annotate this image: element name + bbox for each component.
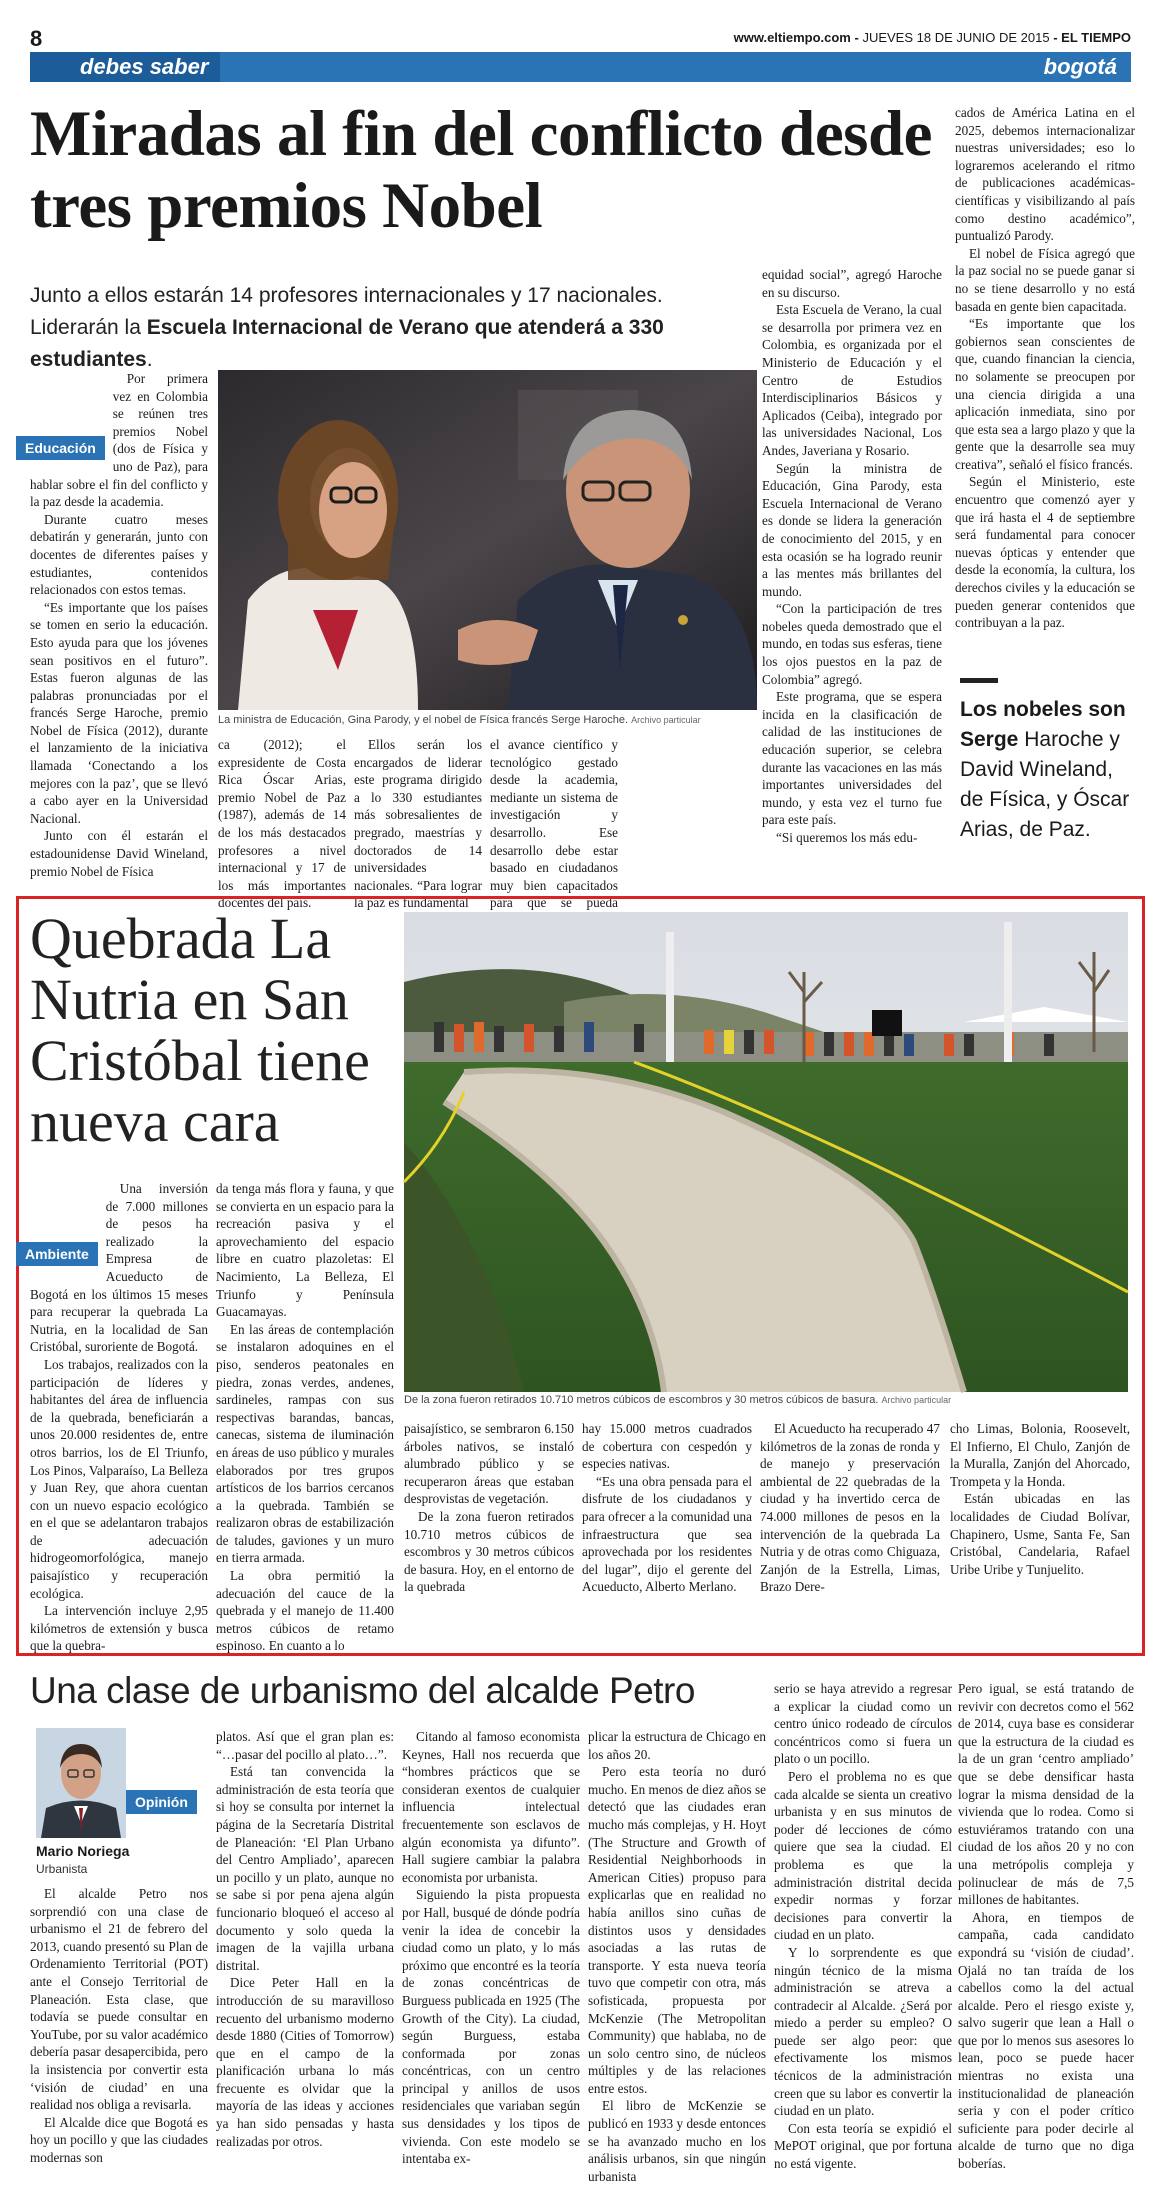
paragraph: El nobel de Física agregó que la paz social no se puede ganar si no se tiene desarrollo y no está basada en gente bien capacitada. <box>955 245 1135 314</box>
article2-col4 <box>582 1420 752 1645</box>
paragraph: El Acueducto ha recuperado 47 kilómetros de la zonas de ronda y de manejo y preservación ambiental de 22 quebradas de la ciudad y ha invertido cerca de 74.000 millones de pesos en la intervención de la quebrada La Nutria y de otras como Chiguaza, Zanjón de la Estrella, Limas, Brazo Dere- <box>760 1421 940 1595</box>
ministra-nobel-photo <box>218 370 757 710</box>
paragraph: Pero el problema no es que cada alcalde se sienta un creativo urbanista y en sus minutos de poder dé lecciones de cómo quiere que sea la ciudad. El problema es que la administración distrital decida expedir normas y forzar decisiones para convertir la ciudad en un plato. <box>774 1768 952 1943</box>
paragraph: Esta Escuela de Verano, la cual se desarrolla por primera vez en Colombia, es organizada por el Ministerio de Educación y el Centro de Estudios Interdisciplinarios Básicos y Aplicados (Ceiba), integrado por las universidades Nacional, Los Andes, Javeriana y Rosario. <box>762 302 942 458</box>
paragraph: Siguiendo la pista propuesta por Hall, busqué de dónde podría venir la idea de concebir la ciudad como un plato, y lo más próximo que encontré es la teoría de zonas concéntricas de Burguess publicada en 1925 (The Growth of the City). La ciudad, según Burguess, estaba conformada por zonas concéntricas, con un centro principal y anillos de usos residenciales que variaban según sus densidades y los tipos de vivienda. Con este modelo se intentaba ex- <box>402 1887 580 2167</box>
paragraph: da tenga más flora y fauna, y que se convierta en un espacio para la recreación pasiva y el aprovechamiento del espacio libre en cuatro plazoletas: El Nacimiento, La Belleza, El Triunfo y Península Guacamayas. <box>216 1181 394 1320</box>
photo-credit: Archivo particular <box>881 1395 952 1405</box>
paragraph: paisajístico, se sembraron 6.150 árboles nativos, se instaló alumbrado público y se recuperaron áreas que estaban desprovistas de vegetación. <box>404 1421 574 1507</box>
article1-col7 <box>955 104 1135 659</box>
paragraph: El alcalde Petro nos sorprendió con una clase de urbanismo el 21 de febrero del 2013, cuando presentó su Plan de Ordenamiento Territorial (POT) ante el Consejo Territorial de Planeación. Esta clase, que todavía se puede consultar en YouTube, por su valor académico debería pasar desapercibida, pero la insistencia por convertir esta ‘visión de ciudad’ en una realidad nos obliga a revisarla. <box>30 1886 208 2113</box>
paragraph: “Es importante que los países se tomen en serio la educación. Esto ayuda para que los jóvenes sean positivos en el futuro”. Estas fueron algunas de las palabras pronunciadas por el francés Serge Haroche, premio Nobel de Física (2012), durante el lanzamiento de la iniciativa llamada ‘Conectando a los mejores con la paz’, que se llevó a cabo ayer en la Universidad Nacional. <box>30 599 208 826</box>
paragraph: platos. Así que el gran plan es: “…pasar del pocillo al plato…”. <box>216 1729 394 1762</box>
paragraph: “Con la participación de tres nobeles queda demostrado que el mundo, en todas sus esferas, tiene los ojos puestos en la paz de Colombia” agregó. <box>762 601 942 687</box>
article2-photo <box>404 912 1128 1392</box>
paragraph: La obra permitió la adecuación del cauce de la quebrada y el manejo de 11.400 metros cúbicos de retamo espinoso. En cuanto a lo <box>216 1568 394 1654</box>
paragraph: Está tan convencida la administración de esta teoría que si hoy se consulta por internet la página de la Secretaría Distrital de Planeación: ‘El Plan Urbano del Centro Ampliado’, aparecen un pocillo y un plato, aunque no se sabe si por pena ajena algún funcionario bloqueó el acceso al documento y solo queda la imagen de la vajilla urbana distrital. <box>216 1764 394 1973</box>
pull-quote-bold: Los nobeles son Serge <box>960 698 1126 751</box>
article1-col1 <box>25 370 208 879</box>
section-label: debes saber <box>30 52 220 82</box>
paragraph: El Alcalde dice que Bogotá es hoy un pocillo y que las ciudades modernas son <box>30 2114 208 2165</box>
page-number: 8 <box>30 26 43 51</box>
paragraph: equidad social”, agregó Haroche en su discurso. <box>762 267 942 300</box>
paragraph: ca (2012); el expresidente de Costa Rica Óscar Arias, premio Nobel de Paz (1987), además de 14 de los más destacados profesores a nivel internacional y 17 de los más importantes docentes del país. <box>218 737 346 911</box>
paragraph: Según el Ministerio, este encuentro que comenzó ayer y que irá hasta el 4 de septiembre será fundamental para conocer nuevas ópticas y entender que desde la economía, la cultura, los derechos civiles y la educación se pueden generar contenidos que contribuyan a la paz. <box>955 474 1135 631</box>
article3-col3 <box>402 1728 580 2188</box>
paragraph: Citando al famoso economista Keynes, Hall nos recuerda que “hombres prácticos que se consideran exentos de cualquier influencia intelectual frecuentemente son esclavos de algún economista ya difunto”. Hall sugiere cambiar la palabra economista por urbanista. <box>402 1729 580 1885</box>
author-role: Urbanista <box>36 1862 88 1876</box>
paragraph: Según la ministra de Educación, Gina Parody, esta Escuela Internacional de Verano es donde se lidera la generación de conocimiento del 2015, y en esta ocasión se ha logrado reunir a las mentes más brillantes del mundo. <box>762 460 942 599</box>
article3-col2 <box>216 1728 394 2188</box>
section-tag: Ambiente <box>16 1242 98 1266</box>
author-portrait <box>36 1728 126 1838</box>
article2-col2 <box>216 1180 394 1654</box>
article2-col5 <box>760 1420 940 1645</box>
article3-col6 <box>958 1680 1134 2188</box>
paragraph: hay 15.000 metros cuadrados de cobertura con cespedón y especies nativas. <box>582 1421 752 1472</box>
city-section-label: bogotá <box>1043 54 1117 79</box>
article1-col3 <box>354 736 482 912</box>
paragraph: Pero esta teoría no duró mucho. En menos de diez años se detectó que las ciudades eran mucho más complejas, y H. Hoyt (The Structure and Growth of Residential Neighborhoods in American Cities) propuso para explicarlas que en realidad no había anillos sino cuñas de distintos usos y densidades asociadas a las rutas de transporte. Y esta nueva teoría tuvo que competir con otra, más sofisticada, propuesta por McKenzie (The Metropolitan Community) que hablaba, no de un solo centro sino, de núcleos múltiples y de las relaciones entre estos. <box>588 1764 766 2096</box>
article1-subhead: Junto a ellos estarán 14 profesores internacionales y 17 nacionales. Liderarán la Escuela Internacional de Verano que atenderá a 330 estudiantes. <box>30 284 664 371</box>
article1-photo <box>218 370 757 710</box>
pull-quote-text: Haroche y David Wineland, de Física, y Óscar Arias, de Paz. <box>960 728 1130 841</box>
paragraph: Este programa, que se espera incida en la clasificación de calidad de las instituciones de educación superior, se celebra durante las vacaciones en las más importantes universidades del mundo, y esta vez el turno fue para este país. <box>762 689 942 828</box>
article3-headline: Una clase de urbanismo del alcalde Petro <box>30 1670 695 1711</box>
article3-col1 <box>30 1885 208 2185</box>
paragraph: serio se haya atrevido a regresar a explicar la ciudad como un centro único rodeado de círculos concéntricos como si fuera un plato o un pocillo. <box>774 1681 952 1767</box>
quebrada-park-photo <box>404 912 1128 1392</box>
paragraph: Junto con él estarán el estadounidense David Wineland, premio Nobel de Física <box>30 828 208 879</box>
article1-headline: Miradas al fin del conflicto desde tres premios Nobel <box>30 98 932 242</box>
paragraph: “Es importante que los gobiernos sean conscientes de que, cuando financian la ciencia, no solamente se preocupen por una ciencia dirigida a una aplicación inmediata, sino por que esta sea a largo plazo y que la gente que la desarrolle sea muy creativa”, señaló el físico francés. <box>955 316 1135 472</box>
paragraph: “Es una obra pensada para el disfrute de los ciudadanos y para ofrecer a la comunidad una infraestructura que sea aprovechada por los residentes del lugar”, dijo el gerente del Acueducto, Alberto Merlano. <box>582 1473 752 1595</box>
paragraph: Durante cuatro meses debatirán y generarán, junto con docentes de diferentes países y estudiantes, contenidos relacionados con estos temas. <box>30 511 208 598</box>
issue-date: JUEVES 18 DE JUNIO DE 2015 <box>862 30 1050 45</box>
masthead: www.eltiempo.com - JUEVES 18 DE JUNIO DE 2015 - EL TIEMPO <box>733 30 1131 45</box>
site-url[interactable]: www.eltiempo.com <box>733 30 851 45</box>
paragraph: cados de América Latina en el 2025, debemos internacionalizar nuestras universidades; eso lo lograremos acelerando el ritmo de publicaciones académicas-científicas y visibilizando al país como destino académico”, puntualizó Parody. <box>955 105 1135 244</box>
paragraph: El libro de McKenzie se publicó en 1933 y desde entonces se ha avanzado mucho en los análisis urbanos, sin que ningún urbanista <box>588 2098 766 2184</box>
paragraph: De la zona fueron retirados 10.710 metros cúbicos de escombros y 30 metros cúbicos de basura. Hoy, en el entorno de la quebrada <box>404 1508 574 1595</box>
paragraph: Una inversión de 7.000 millones de pesos ha realizado la Empresa de Acueducto de Bogotá en los últimos 15 meses para recuperar la quebrada La Nutria, en la localidad de San Cristóbal, suroriente de Bogotá. <box>30 1181 208 1355</box>
pull-quote <box>960 695 1135 845</box>
quote-rule <box>960 678 998 683</box>
paragraph: Por primera vez en Colombia se reúnen tres premios Nobel (dos de Física y uno de Paz), para hablar sobre el fin del conflicto y la paz desde la academia. <box>30 371 208 510</box>
paragraph: Ellos serán los encargados de liderar este programa dirigido a lo 330 estudiantes más sobresalientes de pregrado, maestrías y doctorados de 14 universidades nacionales. “Para lograr la paz es fundamental <box>354 737 482 911</box>
paragraph: Pero igual, se está tratando de revivir con decretos como el 562 de 2014, cuya base es considerar que la estructura de la ciudad es la de un gran ‘centro ampliado’ que se debe densificar hasta lograr la misma densidad de la vivienda que lo rodea. Como si estuviéramos tratando con una ciudad de los años 20 y no con una metrópolis compleja y polinuclear de más de 7,5 millones de habitantes. <box>958 1681 1134 1908</box>
article3-col4 <box>588 1728 766 2188</box>
paragraph: plicar la estructura de Chicago en los años 20. <box>588 1729 766 1762</box>
article2-photo-caption: De la zona fueron retirados 10.710 metros cúbicos de escombros y 30 metros cúbicos de basura. Archivo particular <box>404 1394 952 1406</box>
section-bar <box>30 52 1131 82</box>
paragraph: La intervención incluye 2,95 kilómetros de extensión y busca que la quebra- <box>30 1603 208 1654</box>
paragraph: Y lo sorprendente es que ningún técnico de la misma administración se atreva a contradecir al Alcalde. ¿Será por miedo a perder su empleo? O puede ser algo peor: que efectivamente los mismos técnicos de la administración creen que su labor es convertir la ciudad en un plato. <box>774 1944 952 2119</box>
section-tag: Educación <box>16 436 105 460</box>
paragraph: Con esta teoría se expidió el MePOT original, que por fortuna no está vigente. <box>774 2120 952 2172</box>
article3-col5 <box>774 1680 952 2188</box>
paragraph: Ahora, en tiempos de campaña, cada candidato expondrá su ‘visión de ciudad’. Ojalá no tan traída de los cabellos como la del actual alcalde. Pero el riesgo existe y, salvo sugerir que lean a Hall o que por lo menos sus asesores lo lean, poco se puede hacer mientras no exista una institucionalidad de planeación seria y con el poder crítico suficiente para poder decirle al alcalde de turno que no diga boberías. <box>958 1909 1134 2172</box>
article1-col2 <box>218 736 346 912</box>
article2-col1 <box>25 1180 208 1654</box>
paragraph: “Si queremos los más edu- <box>776 830 918 845</box>
paragraph: el avance científico y tecnológico gestado desde la academia, mediante un sistema de investigación y desarrollo. Ese desarrollo debe estar basado en ciudadanos muy bien capacitados para que se pueda <box>490 737 618 911</box>
article1-col6 <box>762 266 942 866</box>
author-name: Mario Noriega <box>36 1843 130 1859</box>
paragraph: Los trabajos, realizados con la participación de líderes y habitantes del área de influencia de la quebrada, beneficiarán a unos 20.000 residentes de, entre otros barrios, los de El Triunfo, Los Pinos, Valparaíso, La Belleza y Juan Rey, que ahora cuentan con un nuevo espacio ecológico en el que se adelantaron trabajos de adecuación hidrogeomorfológica, manejo paisajístico y recuperación ecológica. <box>30 1356 208 1601</box>
paper-name: EL TIEMPO <box>1061 30 1131 45</box>
article1-photo-caption: La ministra de Educación, Gina Parody, y el nobel de Física francés Serge Haroche. Archivo particular <box>218 714 701 726</box>
article2-headline: Quebrada La Nutria en San Cristóbal tiene nueva cara <box>30 906 370 1154</box>
author-photo <box>36 1728 126 1838</box>
opinion-tag: Opinión <box>126 1790 197 1814</box>
paragraph: cho Limas, Bolonia, Roosevelt, El Infierno, El Chulo, Zanjón de la Muralla, Zanjón del Ahorcado, Trompeta y la Honda. <box>950 1421 1130 1489</box>
paragraph: Dice Peter Hall en la introducción de su maravilloso recuento del urbanismo moderno desde 1880 (Cities of Tomorrow) que en el campo de la planificación urbana lo más frecuente es olvidar que la mayoría de las ideas y acciones ya han sido pensadas y hasta realizadas por otros. <box>216 1975 394 2149</box>
paragraph: En las áreas de contemplación se instalaron adoquines en el piso, senderos peatonales en piedra, zonas verdes, andenes, sardineles, rampas con sus respectivas barandas, bancas, canecas, sistema de iluminación en áreas de uso público y murales elaborados por tres grupos artísticos de los barrios cercanos a la quebrada. También se realizaron obras de estabilización de taludes, gaviones y un muro en tierra armada. <box>216 1321 394 1566</box>
paragraph: Están ubicadas en las localidades de Ciudad Bolívar, Chapinero, Usme, Santa Fe, San Cristóbal, Candelaria, Rafael Uribe Uribe y Tunjuelito. <box>950 1491 1130 1577</box>
article2-col6 <box>950 1420 1130 1645</box>
photo-credit: Archivo particular <box>631 715 701 725</box>
article2-col3 <box>404 1420 574 1645</box>
